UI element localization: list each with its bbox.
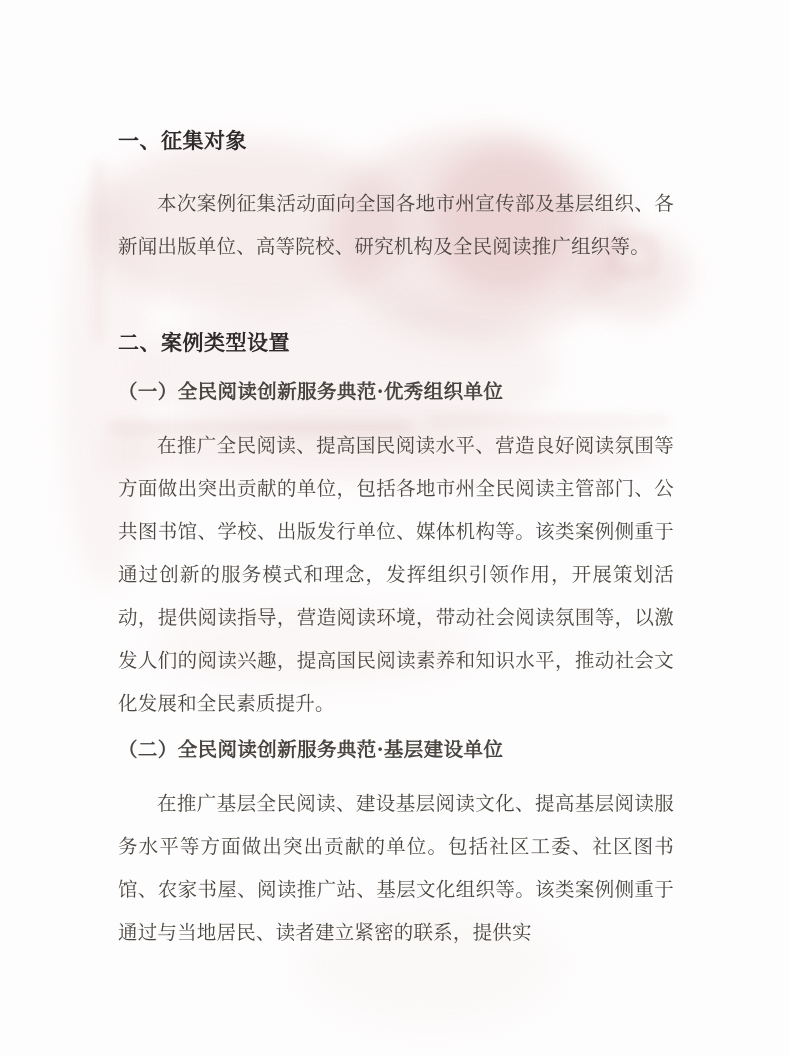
section-heading-2: 二、案例类型设置 <box>118 331 290 355</box>
subsection-1-paragraph: 在推广全民阅读、提高国民阅读水平、营造良好阅读氛围等方面做出突出贡献的单位，包括各地市州全民阅读主管部门、公共图书馆、学校、出版发行单位、媒体机构等。该类案例侧重于通过创新的服务模式和理念，发挥组织引领作用，开展策划活动，提供阅读指导，营造阅读环境，带动社会阅读氛围等，以激发人们的阅读兴趣，提高国民阅读素养和知识水平，推动社会文化发展和全民素质提升。 <box>118 434 674 715</box>
section-1-paragraph-1: 本次案例征集活动面向全国各地市州宣传部及基层组织、各新闻出版单位、高等院校、研究机构及全民阅读推广组织等。 <box>118 192 674 258</box>
scan-streak <box>430 417 670 423</box>
subsection-2-paragraph: 在推广基层全民阅读、建设基层阅读文化、提高基层阅读服务水平等方面做出突出贡献的单位。包括社区工委、社区图书馆、农家书屋、阅读推广站、基层文化组织等。该类案例侧重于通过与当地居民、读者建立紧密的联系，提供实 <box>118 792 674 944</box>
scan-streak <box>95 160 101 340</box>
scan-blot <box>140 300 560 440</box>
subsection-heading-1: （一）全民阅读创新服务典范·优秀组织单位 <box>118 380 504 403</box>
subsection-heading-2: （二）全民阅读创新服务典范·基层建设单位 <box>118 738 504 761</box>
section-heading-1: 一、征集对象 <box>118 129 247 153</box>
